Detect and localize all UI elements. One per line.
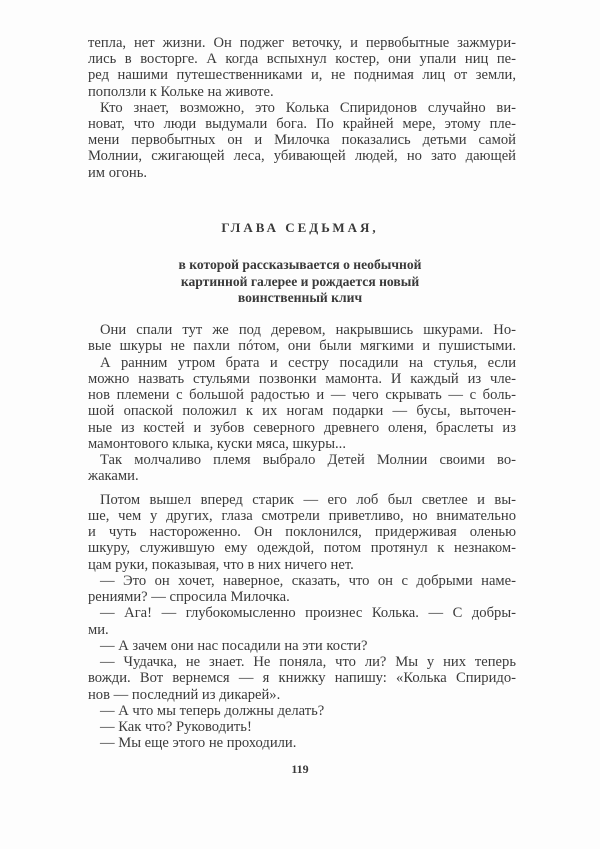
- text-line: лись в восторге. А когда вспыхнул костер, они упали ниц пе-: [88, 51, 516, 68]
- text-line: — Чудачка, не знает. Не поняла, что ли? Мы у них теперь: [100, 654, 516, 670]
- text-line: ред нашими путешественниками и, не поднимая лиц от земли,: [88, 67, 516, 84]
- text-line: ные из костей и зубов северного древнего оленя, браслеты из: [88, 419, 516, 436]
- text-line: и чуть настороженно. Он поклонился, придерживая оленью: [88, 524, 516, 540]
- text-line: — Это он хочет, наверное, сказать, что он с добрыми наме-: [100, 572, 516, 589]
- text-line: Так молчаливо племя выбрало Детей Молнии своими во-: [100, 452, 516, 468]
- text-line: А ранним утром брата и сестру посадили на стулья, если: [100, 354, 516, 371]
- text-line: — Мы еще этого не проходили.: [100, 735, 297, 752]
- page-number: 119: [291, 762, 309, 776]
- text-line: цам руки, показывая, что в них ничего нет.: [88, 556, 354, 573]
- chapter-subtitle-line: в которой рассказывается о необычной: [178, 257, 422, 272]
- text-line: рениями? — спросила Милочка.: [88, 589, 290, 605]
- text-line: можно назвать стульями позвонки мамонта. И каждый из чле-: [88, 370, 516, 387]
- text-line: мамонтового клыка, куски мяса, шкуры...: [88, 435, 346, 452]
- chapter-subtitle-line: картинной галерее и рождается новый: [180, 273, 420, 289]
- text-line: вые шкуры не пахли пóтом, они были мягкими и пушистыми.: [88, 338, 516, 355]
- text-line: им огонь.: [88, 164, 148, 181]
- text-line: — А что мы теперь должны делать?: [100, 702, 325, 719]
- text-line: Они спали тут же под деревом, накрывшись шкурами. Но-: [100, 322, 516, 338]
- text-line: — Ага! — глубокомысленно произнес Колька. — С добры-: [100, 605, 516, 622]
- text-line: Потом вышел вперед старик — его лоб был светлее и вы-: [100, 491, 516, 508]
- text-line: шой опаской положил к их ногам подарки — бусы, выточен-: [88, 403, 516, 420]
- text-line: мени первобытных он и Милочка показались детьми самой: [88, 132, 516, 149]
- chapter-heading: ГЛАВА СЕДЬМАЯ,: [221, 220, 379, 235]
- text-line: нов племени с большой радостью и — чего скрывать — с боль-: [88, 387, 516, 403]
- chapter-subtitle-line: воинственный клич: [237, 290, 363, 305]
- text-line: ше, чем у других, глаза смотрели приветливо, но внимательно: [88, 507, 516, 524]
- text-line: новат, что люди выдумали бога. По крайней мере, этому пле-: [88, 116, 516, 132]
- text-line: жаками.: [88, 468, 139, 485]
- text-line: Кто знает, возможно, это Колька Спиридонов случайно ви-: [100, 99, 516, 116]
- text-line: ми.: [88, 621, 109, 638]
- text-line: — А зачем они нас посадили на эти кости?: [100, 637, 368, 654]
- text-line: поползли к Кольке на животе.: [88, 83, 274, 100]
- text-line: тепла, нет жизни. Он поджег веточку, и первобытные зажмури-: [88, 35, 516, 51]
- text-line: Молнии, сжигающей леса, убивающей людей, но зато дающей: [88, 148, 516, 165]
- text-line: шкуру, служившую ему одеждой, потом протянул к незнаком-: [88, 540, 516, 557]
- text-line: — Как что? Руководить!: [100, 719, 252, 735]
- text-line: нов — последний из дикарей».: [88, 686, 281, 703]
- text-line: вожди. Вот вернемся — я книжку напишу: «Колька Спиридо-: [88, 670, 516, 687]
